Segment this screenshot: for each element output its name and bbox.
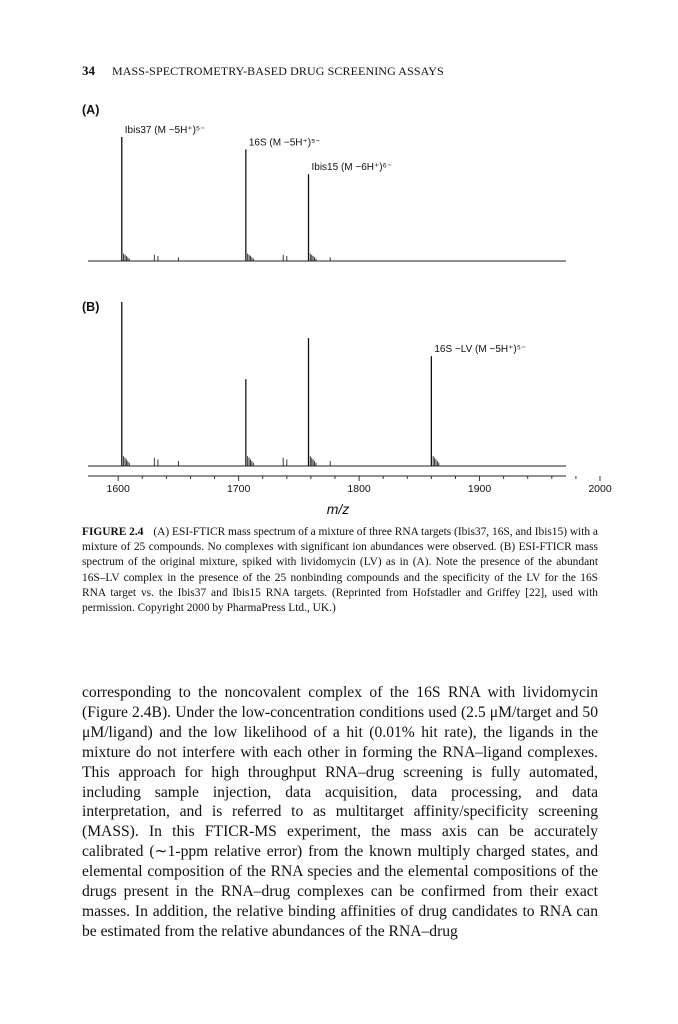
figure-caption-text: (A) ESI-FTICR mass spectrum of a mixture of three RNA targets (Ibis37, 16S, and Ibis15) with a mixture of 25 compounds. No complexes with significant ion abundances were observed. (B) ESI-FTICR mass spectrum of the original mixture, spiked with lividomycin (LV) as in (A). Note the presence of the abundant 16S–LV complex in the presence of the 25 nonbinding compounds and the specificity of the LV for the 16S RNA target vs. the Ibis37 and Ibis15 RNA targets. (Reprinted from Hofstadler and Griffey [22], used with permission. Copyright 2000 by PharmaPress Ltd., UK.) [82,526,598,615]
panel-b-spectrum [88,302,566,466]
x-tick-label: 1800 [347,483,371,495]
figure-caption [82,525,598,616]
running-title: MASS-SPECTROMETRY-BASED DRUG SCREENING ASSAYS [112,64,444,78]
panel-b-peak-label: 16S −LV (M −5H⁺)⁵⁻ [434,344,527,356]
page-number: 34 [82,63,95,78]
panel-a-peak-label: Ibis15 (M −6H⁺)⁶⁻ [311,162,393,174]
panel-a-peak-label: 16S (M −5H⁺)⁵⁻ [248,137,321,149]
body-paragraph: corresponding to the noncovalent complex of the 16S RNA with lividomycin (Figure 2.4B). Under the low-concentration conditions used (2.5 μM/target and 50 μM/ligand) and the low likelihood of a hit (0.01% hit rate), the ligands in the mixture do not interfere with each other in forming the RNA–ligand complexes. This approach for high throughput RNA–drug screening is fully automated, including sample injection, data acquisition, data processing, and data interpretation, and is referred to as multitarget affinity/specificity screening (MASS). In this FTICR-MS experiment, the mass axis can be accurately calibrated (∼1-ppm relative error) from the known multiply charged states, and elemental composition of the RNA species and the elemental compositions of the drugs present in the RNA–drug complexes can be confirmed from their exact masses. In addition, the relative binding affinities of drug candidates to RNA can be estimated from the relative abundances of the RNA–drug [82,684,598,940]
panel-a-spectrum [88,125,566,261]
panel-a-label: (A) [82,103,100,117]
x-tick-label: 1900 [467,483,492,495]
x-axis [88,476,612,495]
x-tick-label: 1600 [106,483,130,495]
panel-b-label: (B) [82,300,100,314]
x-tick-label: 1700 [226,483,251,495]
figure-caption-label: FIGURE 2.4 [82,526,144,538]
x-axis-label: m/z [326,501,350,517]
x-tick-label: 2000 [588,483,612,495]
panel-a-peak-label: Ibis37 (M −5H⁺)⁵⁻ [124,125,206,136]
